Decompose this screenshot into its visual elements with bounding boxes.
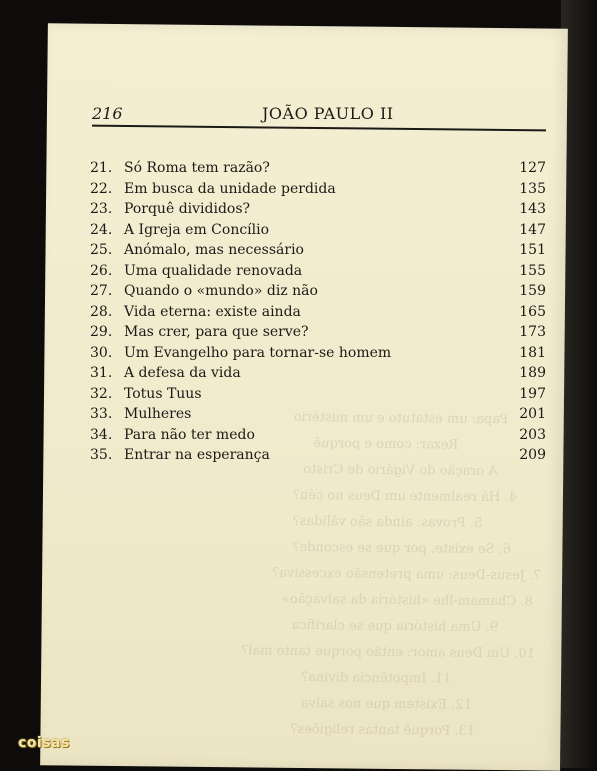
toc-title: Só Roma tem razão? [124,160,270,176]
toc-page: 203 [519,426,546,443]
toc-title: Totus Tuus [124,385,202,402]
toc-entry-29 [90,324,546,345]
toc-entry-22 [90,181,546,202]
toc-entry-31 [90,365,546,386]
toc-title: Para não ter medo [124,426,255,443]
toc-entry-35 [90,447,546,468]
toc-title: Em busca da unidade perdida [124,180,336,197]
toc-entry-24 [90,222,546,243]
toc-number: 22. [90,180,113,197]
toc-number: 25. [90,242,113,258]
toc-page: 147 [519,221,546,238]
toc-title: Entrar na esperança [124,447,270,463]
toc-entry-33 [90,406,546,427]
toc-entry-25 [90,242,546,263]
toc-number: 29. [90,324,113,340]
toc-title: Uma qualidade renovada [124,262,303,279]
toc-number: 34. [90,426,113,443]
toc-page: 181 [519,344,546,361]
toc-title: A Igreja em Concílio [124,221,270,238]
toc-entry-26 [90,263,546,284]
toc-number: 35. [90,447,113,463]
toc-number: 31. [90,365,113,381]
toc-entry-28 [90,304,546,325]
toc-entry-21 [90,160,546,181]
toc-entry-23 [90,201,546,222]
toc-number: 33. [90,406,113,422]
toc-page: 155 [519,262,546,279]
page-number: 216 [92,104,123,123]
toc-entry-32 [90,386,546,407]
toc-title: Mas crer, para que serve? [124,324,309,340]
toc-page: 173 [519,324,546,340]
toc-page: 165 [519,303,546,320]
toc-number: 26. [90,262,113,279]
toc-page: 189 [519,365,546,381]
toc-number: 32. [90,385,113,402]
toc-entry-30 [90,345,546,366]
toc-entry-27 [90,283,546,304]
watermark-logo: coisas [18,735,70,751]
toc-number: 24. [90,221,113,238]
book-page: Papa: um estatuto e um mistério Rezar: como e porquê A oração do Vigário de Cristo 4. Há realmente um Deus no céu? 5. Provas: ainda são válidas? 6. Se existe, por que se esconde? 7. Jesus-Deus: uma pretensão excessiva? 8. Chamam-lhe «história da salvação» 9. Uma história que se clarifica 10. Um Deus amor: então porque tanto mal? 11. Impotência divina? 12. Existem que nos salva 13. Porquê tantas religiões? [40,23,568,770]
toc-page: 201 [519,406,546,422]
toc-page: 209 [519,447,546,463]
toc-title: Um Evangelho para tornar-se homem [124,344,392,361]
toc-title: Mulheres [124,406,192,422]
toc-title: Vida eterna: existe ainda [124,303,301,320]
toc-title: Porquê divididos? [124,201,251,217]
toc-title: Quando o «mundo» diz não [124,283,318,299]
toc-number: 30. [90,344,113,361]
toc-page: 143 [519,201,546,217]
toc-page: 127 [519,160,546,176]
toc-title: Anómalo, mas necessário [124,242,304,258]
toc-number: 27. [90,283,113,299]
toc-number: 28. [90,303,113,320]
table-of-contents [90,160,546,468]
toc-page: 135 [519,180,546,197]
toc-page: 159 [519,283,546,299]
toc-page: 197 [519,385,546,402]
toc-entry-34 [90,427,546,448]
toc-title: A defesa da vida [124,365,241,381]
toc-number: 21. [90,160,113,176]
running-title: JOÃO PAULO II [262,104,394,123]
toc-number: 23. [90,201,113,217]
toc-page: 151 [519,242,546,258]
